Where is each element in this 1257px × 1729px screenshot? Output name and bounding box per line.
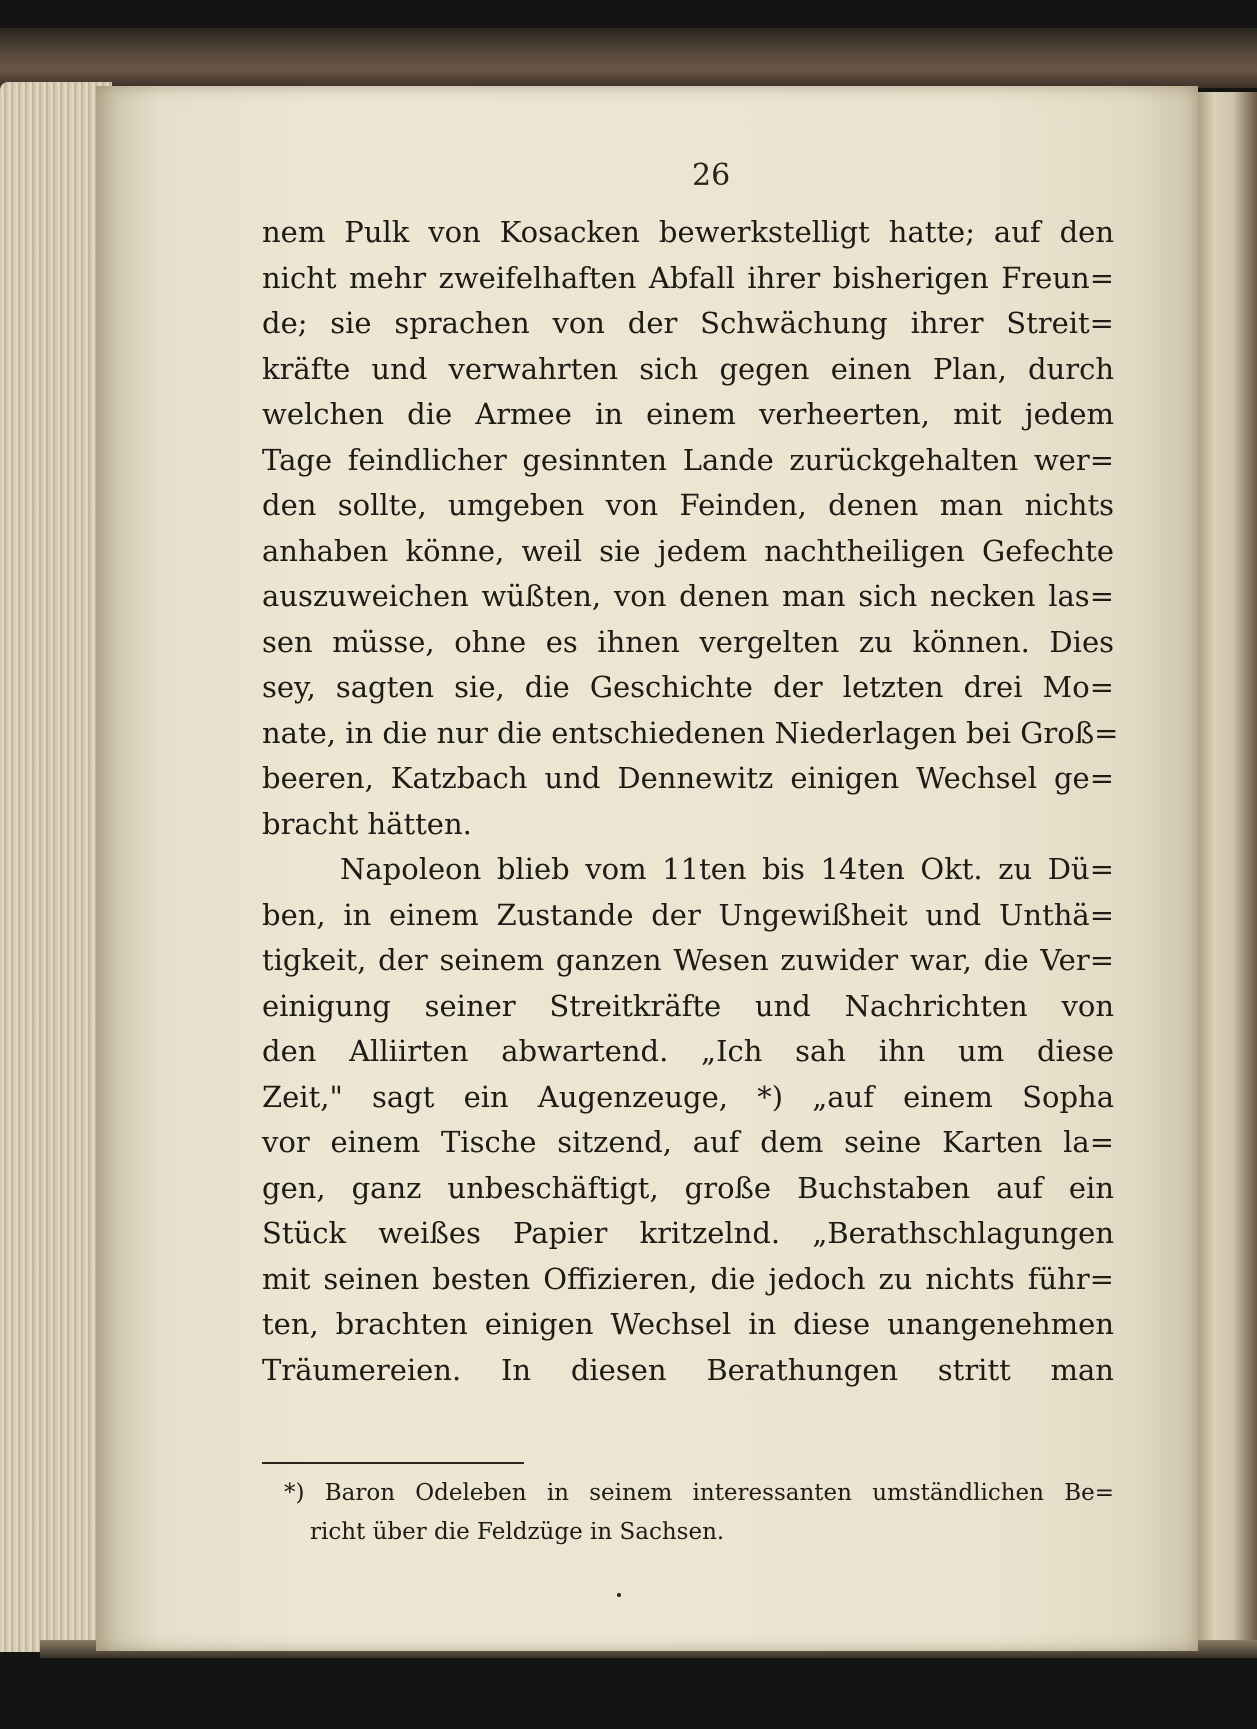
text-line: welchen die Armee in einem verheerten, mit jedem (262, 397, 1114, 431)
text-line: beeren, Katzbach und Dennewitz einigen Wechsel ge= (262, 761, 1114, 795)
text-line: kräfte und verwahrten sich gegen einen Plan, durch (262, 351, 1114, 386)
text-line: vor einem Tische sitzend, auf dem seine Karten la= (262, 1125, 1114, 1159)
text-line: de; sie sprachen von der Schwächung ihrer Streit= (262, 306, 1114, 340)
text-line: Zeit," sagt ein Augenzeuge, *) „auf einem Sopha (262, 1079, 1114, 1114)
text-line: anhaben könne, weil sie jedem nachtheiligen Gefechte (262, 533, 1114, 568)
text-line: bracht hätten. (262, 806, 472, 841)
text-line: auszuweichen wüßten, von denen man sich necken las= (262, 579, 1114, 613)
text-line: Tage feindlicher gesinnten Lande zurückgehalten wer= (262, 442, 1114, 477)
text-line: nate, in die nur die entschiedenen Niederlagen bei Groß= (262, 715, 1119, 750)
page-edge-right (1196, 92, 1257, 1652)
text-line: sey, sagten sie, die Geschichte der letzten drei Mo= (262, 670, 1114, 704)
footnote (284, 1474, 1114, 1552)
text-line: ben, in einem Zustande der Ungewißheit und Unthä= (262, 897, 1114, 932)
text-line: einigung seiner Streitkräfte und Nachrichten von (262, 988, 1114, 1023)
book-cover-top (0, 28, 1257, 88)
text-line: gen, ganz unbeschäftigt, große Buchstaben auf ein (262, 1170, 1114, 1205)
body-text (262, 210, 1119, 1393)
text-line: nem Pulk von Kosacken bewerkstelligt hatte; auf den (262, 215, 1114, 249)
text-line: den sollte, umgeben von Feinden, denen man nichts (262, 488, 1114, 522)
text-line: ten, brachten einigen Wechsel in diese unangenehmen (262, 1307, 1114, 1341)
footnote-divider (262, 1462, 524, 1464)
text-line: mit seinen besten Offizieren, die jedoch zu nichts führ= (262, 1261, 1114, 1296)
text-line: sen müsse, ohne es ihnen vergelten zu können. Dies (262, 624, 1114, 659)
text-line: den Alliirten abwartend. „Ich sah ihn um diese (262, 1034, 1114, 1068)
footnote-line: richt über die Feldzüge in Sachsen. (310, 1519, 725, 1545)
page-number: 26 (692, 158, 731, 193)
text-line: Stück weißes Papier kritzelnd. „Berathschlagungen (262, 1216, 1114, 1250)
text-line: nicht mehr zweifelhaften Abfall ihrer bisherigen Freun= (262, 260, 1114, 295)
text-line: Träumereien. In diesen Berathungen stritt man (262, 1352, 1114, 1387)
text-line: tigkeit, der seinem ganzen Wesen zuwider war, die Ver= (262, 943, 1114, 977)
printer-mark (617, 1593, 621, 1597)
text-line: Napoleon blieb vom 11ten bis 14ten Okt. zu Dü= (340, 852, 1114, 886)
footnote-line: *) Baron Odeleben in seinem interessanten umständlichen Be= (284, 1480, 1114, 1506)
